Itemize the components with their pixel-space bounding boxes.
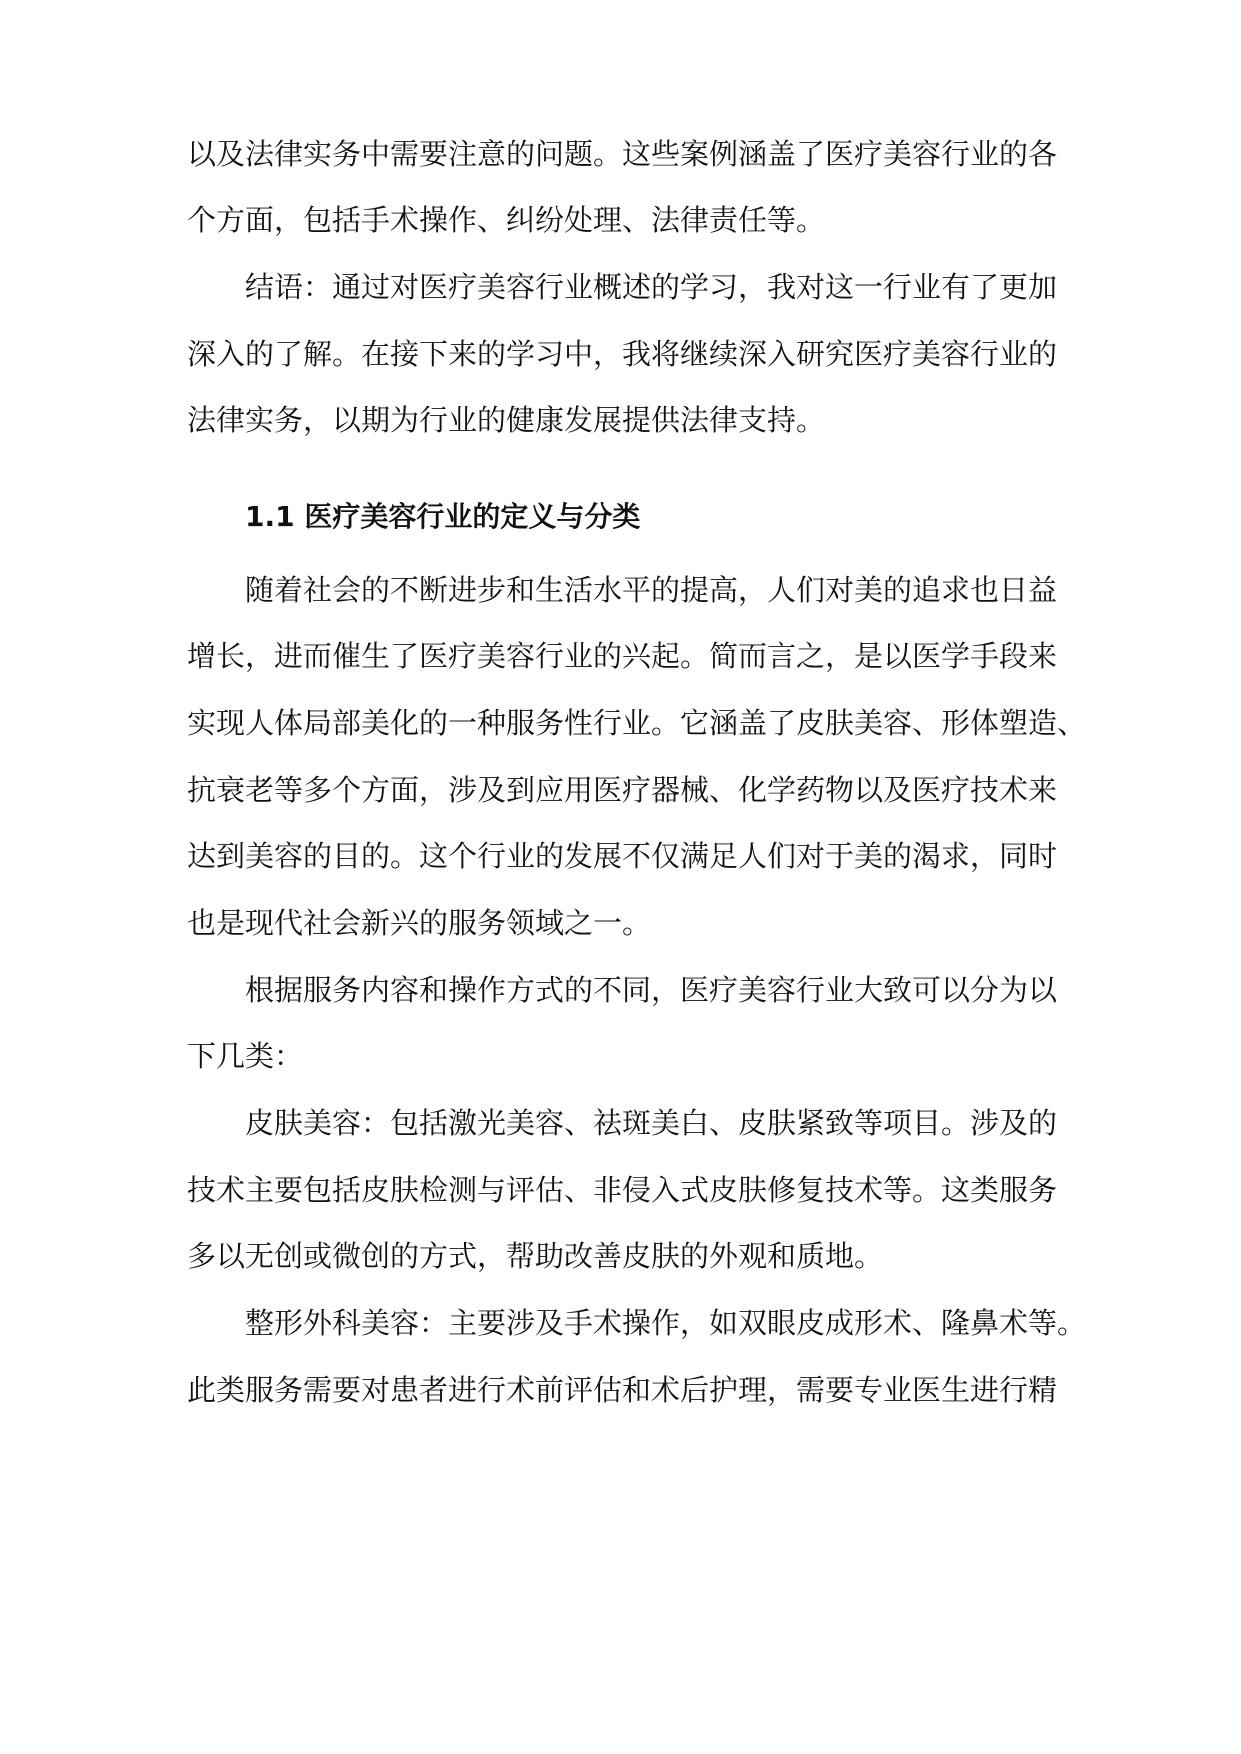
- paragraph-line: 实现人体局部美化的一种服务性行业。它涵盖了皮肤美容、形体塑造、: [187, 706, 1087, 740]
- paragraph-line: 深入的了解。在接下来的学习中，我将继续深入研究医疗美容行业的: [187, 337, 1058, 371]
- paragraph-line: 增长，进而催生了医疗美容行业的兴起。简而言之，是以医学手段来: [187, 639, 1058, 673]
- paragraph-line: 抗衰老等多个方面，涉及到应用医疗器械、化学药物以及医疗技术来: [187, 773, 1058, 807]
- paragraph-line: 法律实务，以期为行业的健康发展提供法律支持。: [187, 403, 826, 437]
- paragraph-line: 个方面，包括手术操作、纠纷处理、法律责任等。: [187, 203, 826, 237]
- paragraph-line: 皮肤美容：包括激光美容、祛斑美白、皮肤紧致等项目。涉及的: [245, 1106, 1058, 1140]
- paragraph-line: 技术主要包括皮肤检测与评估、非侵入式皮肤修复技术等。这类服务: [187, 1173, 1058, 1207]
- paragraph-line: 下几类：: [187, 1039, 304, 1073]
- paragraph-line: 随着社会的不断进步和生活水平的提高，人们对美的追求也日益: [245, 573, 1058, 607]
- paragraph-line: 也是现代社会新兴的服务领域之一。: [187, 906, 652, 940]
- paragraph-line: 结语：通过对医疗美容行业概述的学习，我对这一行业有了更加: [245, 270, 1058, 304]
- paragraph-line: 此类服务需要对患者进行术前评估和术后护理，需要专业医生进行精: [187, 1373, 1058, 1407]
- paragraph-line: 达到美容的目的。这个行业的发展不仅满足人们对于美的渴求，同时: [187, 839, 1058, 873]
- paragraph-line: 根据服务内容和操作方式的不同，医疗美容行业大致可以分为以: [245, 973, 1058, 1007]
- paragraph-line: 以及法律实务中需要注意的问题。这些案例涵盖了医疗美容行业的各: [187, 137, 1058, 171]
- paragraph-line: 整形外科美容：主要涉及手术操作，如双眼皮成形术、隆鼻术等。: [245, 1306, 1087, 1340]
- section-heading: 1.1 医疗美容行业的定义与分类: [245, 500, 641, 533]
- paragraph-line: 多以无创或微创的方式，帮助改善皮肤的外观和质地。: [187, 1239, 884, 1273]
